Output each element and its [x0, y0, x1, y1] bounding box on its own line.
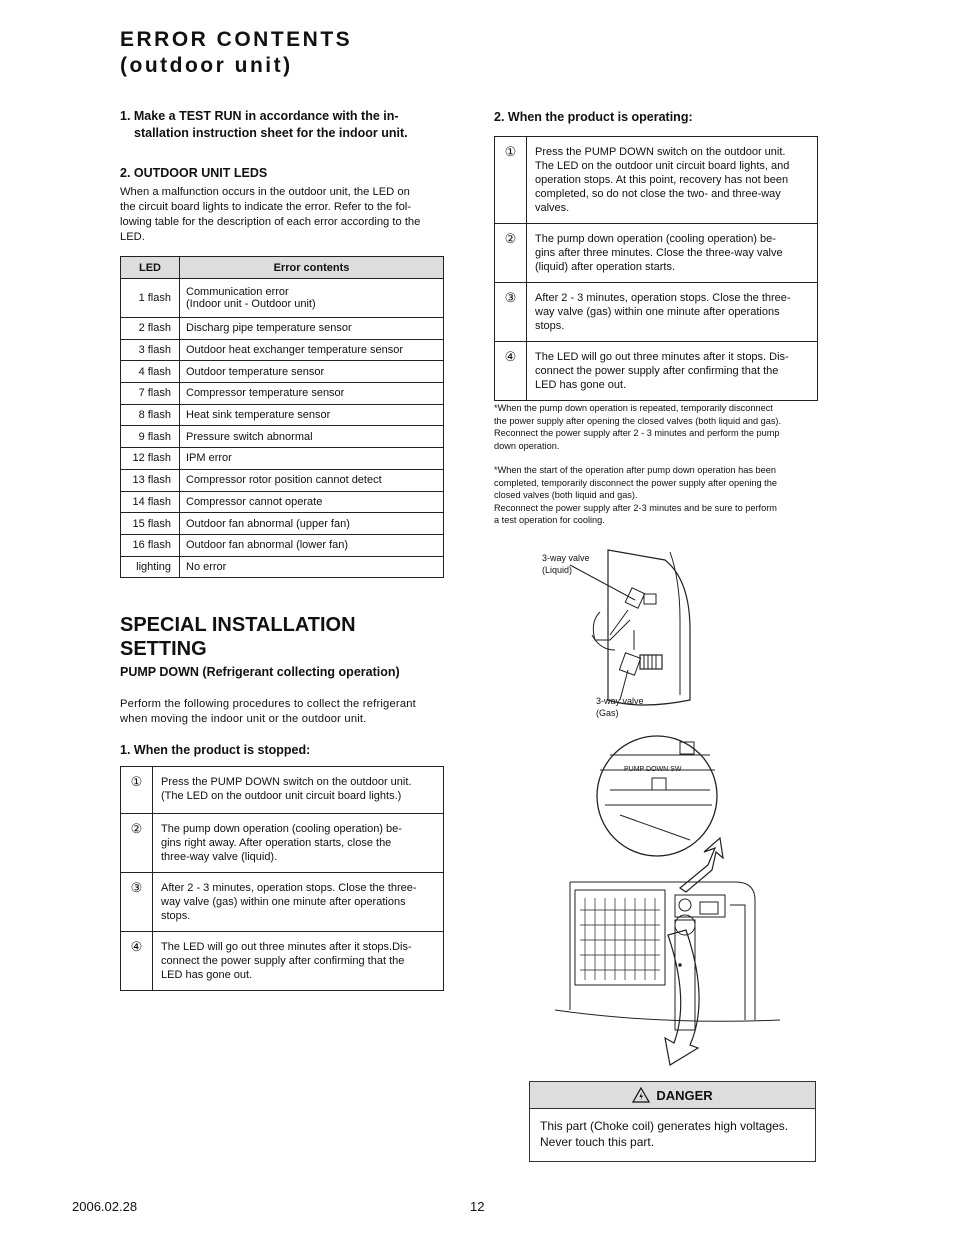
table-row: 16 flash Outdoor fan abnormal (lower fan) — [121, 534, 444, 556]
step-number: ③ — [495, 283, 527, 342]
special-installation-heading: SPECIAL INSTALLATION SETTING — [120, 614, 356, 660]
valve-panel-drawing — [570, 550, 690, 705]
circuit-board-detail — [600, 742, 715, 840]
table-row: 3 flash Outdoor heat exchanger temperature sensor — [121, 339, 444, 361]
high-voltage-warning-icon — [632, 1087, 650, 1103]
table-row: ④ The LED will go out three minutes after it stops. Dis- connect the power supply after confirming that the LED has gone out. — [495, 342, 818, 401]
danger-warning-box — [529, 1081, 816, 1162]
table-header-row — [121, 257, 444, 279]
footer-date: 2006.02.28 — [72, 1199, 138, 1214]
valve-gas-label: 3-way valve (Gas) — [596, 696, 644, 718]
operating-steps-table — [494, 136, 818, 401]
step-number: ③ — [121, 873, 153, 932]
table-row: ③ After 2 - 3 minutes, operation stops. Close the three- way valve (gas) within one minute after operations stops. — [121, 873, 444, 932]
operating-heading: 2. When the product is operating: — [494, 110, 693, 124]
table-row: 13 flash Compressor rotor position cannot detect — [121, 469, 444, 491]
pump-down-switch-label: PUMP DOWN SW — [624, 766, 682, 773]
table-row: 2 flash Discharg pipe temperature sensor — [121, 318, 444, 340]
stopped-heading: 1. When the product is stopped: — [120, 743, 311, 757]
table-row: 15 flash Outdoor fan abnormal (upper fan) — [121, 513, 444, 535]
danger-header: DANGER — [530, 1082, 815, 1109]
step-number: ① — [495, 137, 527, 224]
note-restart: *When the start of the operation after pump down operation has been completed, temporarily disconnect the power supply after opening the closed valves (both liquid and gas). Reconnect the power supply after 2-3 minutes and be sure to perform a test operation for cooling. — [494, 465, 777, 526]
page-number: 12 — [470, 1199, 485, 1214]
page-title: ERROR CONTENTS (outdoor unit) — [120, 28, 353, 77]
stopped-steps-table — [120, 766, 444, 991]
outdoor-unit-drawing — [555, 882, 780, 1030]
pump-down-intro: Perform the following procedures to collect the refrigerant when moving the indoor unit or the outdoor unit. — [120, 698, 416, 725]
pump-down-subheading: PUMP DOWN (Refrigerant collecting operation) — [120, 665, 400, 679]
table-row: lighting No error — [121, 556, 444, 578]
arrow-up-icon — [680, 838, 723, 892]
outdoor-leds-heading: 2. OUTDOOR UNIT LEDS — [120, 166, 268, 180]
table-row: 12 flash IPM error — [121, 448, 444, 470]
error-column-header: Error contents — [180, 257, 444, 279]
step-number: ④ — [495, 342, 527, 401]
step-number: ① — [121, 767, 153, 814]
table-row: ② The pump down operation (cooling operation) be- gins right away. After operation starts, close the three-way valve (liquid). — [121, 814, 444, 873]
outdoor-leds-body: When a malfunction occurs in the outdoor unit, the LED on the circuit board lights to indicate the error. Refer to the fol- lowing table for the description of each error according to the LED. — [120, 186, 421, 243]
step-number: ② — [495, 224, 527, 283]
step-number: ④ — [121, 932, 153, 991]
note-repeat: *When the pump down operation is repeated, temporarily disconnect the power supply after opening the closed valves (both liquid and gas). Reconnect the power supply after 2 - 3 minutes and perform the pump down operation. — [494, 403, 782, 451]
table-row: ② The pump down operation (cooling operation) be- gins after three minutes. Close the three-way valve (liquid) after operation starts. — [495, 224, 818, 283]
table-row: ④ The LED will go out three minutes after it stops.Dis- connect the power supply after confirming that the LED has gone out. — [121, 932, 444, 991]
step-number: ② — [121, 814, 153, 873]
table-row: 7 flash Compressor temperature sensor — [121, 383, 444, 405]
table-row: ① Press the PUMP DOWN switch on the outdoor unit. (The LED on the outdoor unit circuit board lights.) — [121, 767, 444, 814]
led-error-table — [120, 256, 444, 578]
zoom-circle — [597, 736, 717, 856]
table-row: 8 flash Heat sink temperature sensor — [121, 404, 444, 426]
table-row: ③ After 2 - 3 minutes, operation stops. Close the three- way valve (gas) within one minute after operations stops. — [495, 283, 818, 342]
led-column-header: LED — [121, 257, 180, 279]
test-run-heading: 1. Make a TEST RUN in accordance with the in- stallation instruction sheet for the indoor unit. — [120, 109, 408, 140]
arrow-down-icon — [665, 930, 699, 1065]
table-row: ① Press the PUMP DOWN switch on the outdoor unit. The LED on the outdoor unit circuit board lights, and operation stops. At this point, recovery has not been completed, so do not close the two- and three-way valves. — [495, 137, 818, 224]
table-row: 9 flash Pressure switch abnormal — [121, 426, 444, 448]
table-row: 14 flash Compressor cannot operate — [121, 491, 444, 513]
table-row: 4 flash Outdoor temperature sensor — [121, 361, 444, 383]
danger-message: This part (Choke coil) generates high voltages. Never touch this part. — [540, 1119, 789, 1149]
outdoor-unit-illustration — [540, 540, 840, 1080]
table-row: 1 flash Communication error (Indoor unit - Outdoor unit) — [121, 279, 444, 318]
valve-liquid-label: 3-way valve (Liquid) — [542, 553, 590, 575]
